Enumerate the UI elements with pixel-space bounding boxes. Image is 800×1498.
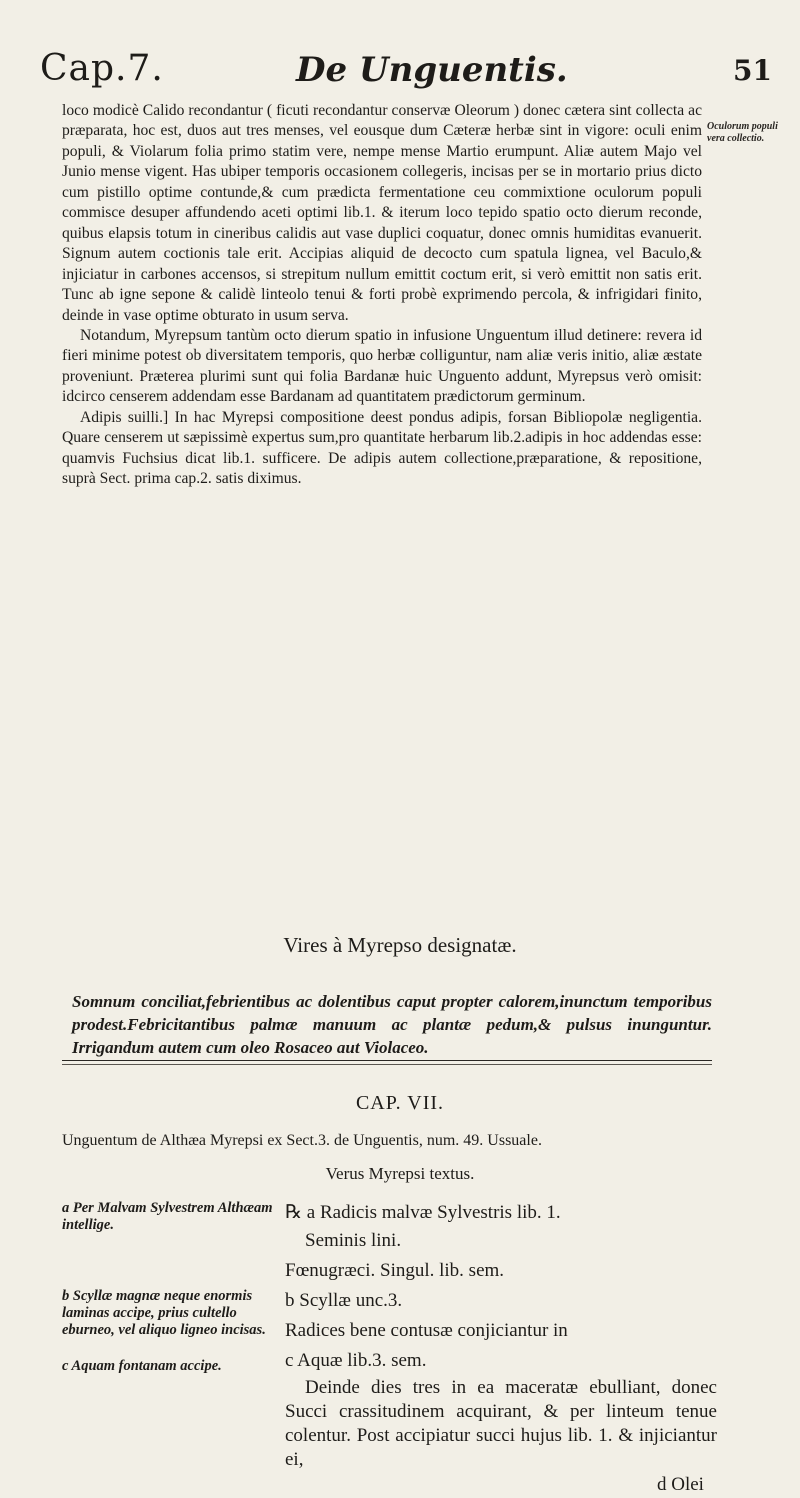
page-header: [40, 48, 776, 98]
note-c: c Aquam fontanam accipe.: [62, 1358, 222, 1374]
verus-heading: Verus Myrepsi textus.: [325, 1164, 475, 1183]
note-b: b Scyllæ magnæ neque enormis laminas accipe, prius cultello eburneo, vel aliquo ligneo incisas.: [62, 1288, 266, 1338]
paragraph: loco modicè Calido recondantur ( ficuti recondantur conservæ Oleorum ) donec cætera sint collecta ac præparata, hoc est, duos aut tres menses, vel eousque dum Cæteræ herbæ sint in vigore: oculi enim populi, & Violarum folia primo statim vere, nempe mense Martio erumpunt. Aliæ autem Majo vel Junio mense vigent. Has ubiper temporis occasionem collegeris, incisas per se in mortario prius dicto cum pistillo optime contunde,& cum prædicta fermentatione ceu commixtione oculorum populi commisce desuper affundendo aceti optimi lib.1. & iterum loco tepido spatio octo dierum reconde, quibus elapsis totum in cineribus calidis aut vase duplici coquatur, donec omnis humiditas evanuerit. Signum autem coctionis tale erit. Accipias aliquid de decocto cum spatula lignea, vel Baculo,& injiciatur in carbones accensos, si strepitum nullum emittit coctum erit, si verò emittit non satis erit. Tunc ab igne sepone & calidè linteolo tenui & forti probè exprimendo percola, & infrigidari finito, deinde in vase optime obturato in usum serva.: [62, 102, 702, 324]
recipe-line: Fœnugræci. Singul. lib. sem.: [285, 1260, 505, 1281]
recipe-line: c Aquæ lib.3. sem.: [285, 1350, 427, 1371]
paragraph: Adipis suilli.] In hac Myrepsi compositione deest pondus adipis, forsan Bibliopolæ negligentia. Quare censerem ut sæpissimè expertus sum,pro quantitate herbarum lib.2.adipis in hoc addendas esse: quamvis Fuchsius dicat lib.1. sufficere. De adipis autem collectione,præparatione, & repositione, suprà Sect. prima cap.2. satis diximus.: [62, 408, 702, 488]
margin-note: Oculorum populi vera collectio.: [707, 121, 778, 144]
recipe-paragraph: Deinde dies tres in ea maceratæ ebulliant, donec Succi crassitudinem acquirant, & per linteum tenue colentur. Post accipiatur succi hujus lib. 1. & injiciantur ei,: [285, 1377, 717, 1470]
paragraph: Notandum, Myrepsum tantùm octo dierum spatio in infusione Unguentum illud detinere: revera id fieri minime potest ob diversitatem temporis, quo herbæ colliguntur, nam aliæ veris initio, aliæ æstate proveniunt. Præterea plurimi sunt qui folia Bardanæ huic Unguento addunt, Myrepsus verò omisit: idcirco censerem addendam esse Bardanam ad quantitatem prædictorum germinum.: [62, 326, 702, 406]
recipe-line: ℞ a Radicis malvæ Sylvestris lib. 1.: [285, 1202, 561, 1223]
recipe-line: b Scyllæ unc.3.: [285, 1290, 403, 1311]
recipe-line: Seminis lini.: [305, 1230, 402, 1251]
catchword: d Olei: [657, 1474, 704, 1495]
note-a: a Per Malvam Sylvestrem Althæam intellige.: [62, 1200, 273, 1233]
vires-heading: Vires à Myrepso designatæ.: [283, 933, 517, 957]
page-number: 51: [733, 54, 772, 87]
running-title: De Unguentis.: [296, 50, 568, 90]
vires-text: Somnum conciliat,febrientibus ac dolentibus caput propter calorem,inunctum temporibus prodest.Febricitantibus palmæ manuum ac plantæ pedum,& pulsus inunguntur. Irrigandum autem cum oleo Rosaceo aut Violaceo.: [72, 992, 712, 1057]
section-divider-thin: [62, 1064, 712, 1065]
recipe-line: Radices bene contusæ conjiciantur in: [285, 1320, 568, 1341]
chapter-intro: Unguentum de Althæa Myrepsi ex Sect.3. de Unguentis, num. 49. Ussuale.: [62, 1132, 542, 1149]
chapter-label: Cap.7.: [40, 48, 164, 89]
chapter-heading: CAP. VII.: [355, 1092, 445, 1114]
section-divider: [62, 1060, 712, 1061]
body-text: [62, 101, 702, 490]
